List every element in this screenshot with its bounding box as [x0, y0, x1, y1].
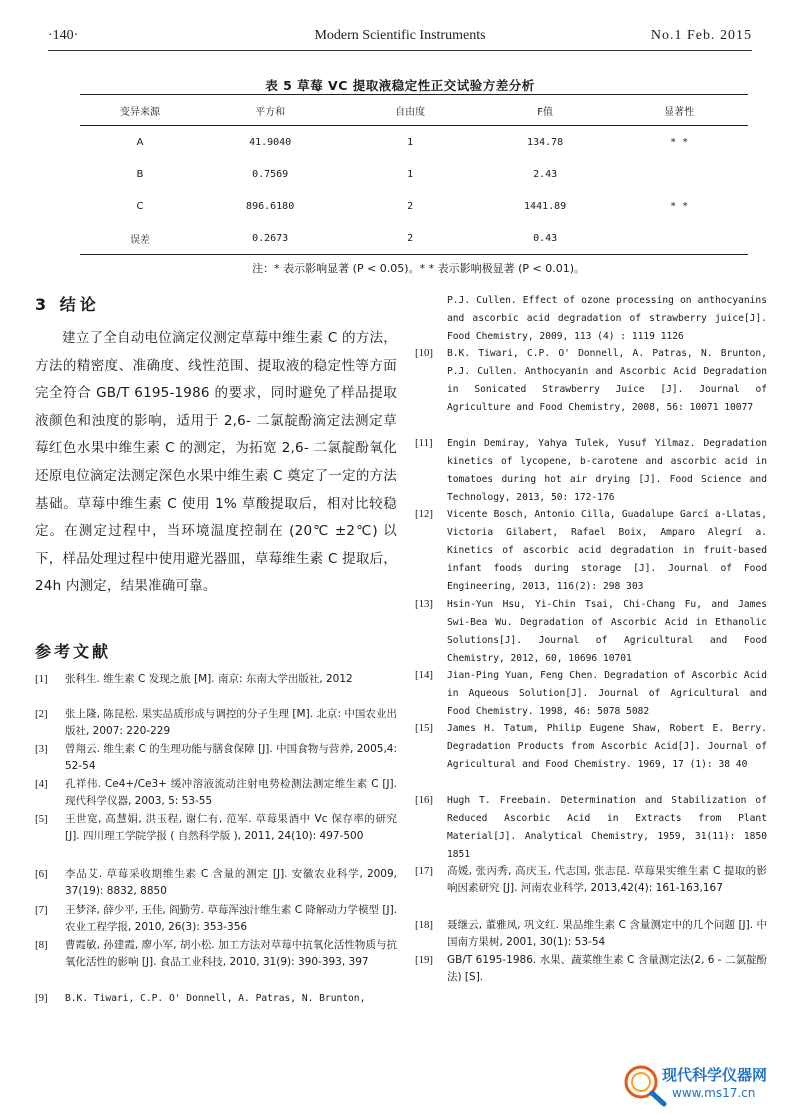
reference-number: [11]	[415, 437, 433, 449]
table-cell: 2	[407, 200, 414, 212]
reference-item	[415, 720, 767, 774]
table-cell: A	[136, 136, 144, 148]
anova-table	[80, 94, 748, 255]
reference-item	[415, 596, 767, 668]
reference-number: [18]	[415, 919, 433, 931]
reference-number: [7]	[35, 904, 48, 916]
reference-item	[35, 866, 397, 901]
table-header-row	[80, 95, 748, 126]
reference-item	[415, 506, 767, 596]
reference-number: [13]	[415, 598, 433, 610]
reference-item	[35, 776, 397, 811]
reference-item	[415, 863, 767, 898]
running-header	[48, 28, 752, 46]
reference-item	[415, 345, 767, 417]
table-cell: 0.2673	[200, 222, 340, 255]
reference-text: 王梦泽, 薛少平, 王佳, 阎勤劳. 草莓浑浊汁维生素 C 降解动力学模型 [J]. 农业工程学报, 2010, 26(3): 353-356	[65, 904, 397, 934]
reference-text: 李品艾. 草莓采收期维生素 C 含量的测定 [J]. 安徽农业科学, 2009, 37(19): 8832, 8850	[65, 868, 397, 898]
table-cell: B	[136, 168, 144, 180]
reference-item	[35, 706, 397, 741]
reference-item	[35, 937, 397, 972]
section-title: 3 结论	[35, 295, 100, 314]
table-cell: 1	[407, 168, 414, 180]
reference-number: [10]	[415, 347, 433, 359]
table-cell: * *	[670, 136, 689, 148]
reference-number: [17]	[415, 865, 433, 877]
table-row	[80, 126, 748, 159]
reference-number: [5]	[35, 813, 48, 825]
reference-text: 王世宽, 高慧娟, 洪玉程, 谢仁有, 范军. 草莓果酒中 Vc 保存率的研究 [J]. 四川理工学院学报 ( 自然科学版 ), 2011, 24(10): 497-500	[65, 813, 397, 843]
reference-number: [15]	[415, 722, 433, 734]
table-cell: 1441.89	[524, 200, 567, 212]
reference-item	[415, 792, 767, 864]
table-cell: 2.43	[533, 168, 558, 180]
reference-number: [6]	[35, 868, 48, 880]
reference-text: GB/T 6195-1986. 水果、蔬菜维生素 C 含量测定法(2, 6 - 二氯靛酚法) [S].	[447, 954, 767, 984]
reference-text: Hsin-Yun Hsu, Yi-Chin Tsai, Chi-Chang Fu, and James Swi-Bea Wu. Degradation of Ascorbic Acid in Ethanolic Solutions[J]. Journal of Agricultural and Food Chemistry, 2012, 60, 10696 10701	[447, 599, 767, 664]
header-rule	[48, 50, 752, 51]
table-cell: 0.43	[480, 222, 610, 255]
table-caption: 表 5 草莓 VC 提取液稳定性正交试验方差分析	[265, 78, 535, 93]
table-row	[80, 222, 748, 255]
reference-number: [9]	[35, 992, 48, 1004]
site-url: www.ms17.cn	[672, 1086, 756, 1100]
reference-item	[35, 741, 397, 776]
column-header: 自由度	[340, 95, 480, 126]
reference-text: 曹霞敏, 孙建霞, 廖小军, 胡小松. 加工方法对草莓中抗氧化活性物质与抗氧化活性的影响 [J]. 食品工业科技, 2010, 31(9): 390-393, 397	[65, 939, 397, 969]
reference-number: [1]	[35, 673, 48, 685]
reference-number: [2]	[35, 708, 48, 720]
site-watermark	[622, 1058, 792, 1108]
table-cell: 0.7569	[252, 168, 289, 180]
reference-item	[35, 990, 397, 1008]
reference-number: [4]	[35, 778, 48, 790]
reference-item	[415, 952, 767, 987]
table-cell: * *	[670, 200, 689, 212]
table-cell: 1	[407, 136, 414, 148]
page-number: ·140·	[48, 28, 79, 43]
reference-item	[35, 671, 397, 688]
reference-text: Jian-Ping Yuan, Feng Chen. Degradation of Ascorbic Acid in Aqueous Solution[J]. Journal of Agricultural and Food Chemistry. 1998, 46: 5078 5082	[447, 670, 767, 717]
column-header: 显著性	[610, 95, 748, 126]
reference-number: [8]	[35, 939, 48, 951]
reference-text: James H. Tatum, Philip Eugene Shaw, Robert E. Berry. Degradation Products from Ascorbic Acid[J]. Journal of Agricultural and Food Chemistry. 1969, 17 (1): 38 40	[447, 723, 767, 770]
reference-text: Hugh T. Freebain. Determination and Stabilization of Reduced Ascorbic Acid in Extracts from Plant Material[J]. Analytical Chemistry, 1959, 31(11): 1850 1851	[447, 795, 767, 860]
journal-name: Modern Scientific Instruments	[314, 28, 486, 43]
reference-text: 张上隆, 陈昆松. 果实品质形成与调控的分子生理 [M]. 北京: 中国农业出版社, 2007: 220-229	[65, 708, 397, 738]
reference-text: 孔祥伟. Ce4+/Ce3+ 缓冲溶液流动注射电势检测法测定维生素 C [J]. 现代科学仪器, 2003, 5: 53-55	[65, 778, 397, 808]
references-title: 参考文献	[35, 642, 112, 661]
issue-info: No.1 Feb. 2015	[650, 28, 752, 43]
table-row	[80, 190, 748, 222]
conclusion-paragraph: 建立了全自动电位滴定仪测定草莓中维生素 C 的方法，方法的精密度、准确度、线性范围、提取液的稳定性等方面完全符合 GB/T 6195-1986 的要求，同时避免了样品提取液颜色和浊度的影响，适用于 2,6- 二氯靛酚滴定法测定草莓红色水果中维生素 C 的测定，为拓宽 2,6- 二氯靛酚氧化还原电位滴定法测定深色水果中维生素 C 奠定了一定的方法基础。草莓中维生素 C 使用 1% 草酸提取后，相对比较稳定。在测定过程中，当环境温度控制在 (20℃ ±2℃) 以下，样品处理过程中使用避光器皿，草莓维生素 C 提取后，24h 内测定，结果准确可靠。	[35, 330, 397, 595]
table-cell: 896.6180	[246, 200, 295, 212]
column-header: F值	[480, 95, 610, 126]
reference-item	[415, 667, 767, 721]
table-cell: 误差	[80, 222, 200, 255]
table-cell: C	[136, 200, 144, 212]
reference-number: [16]	[415, 794, 433, 806]
reference-item	[35, 902, 397, 937]
reference-item	[415, 435, 767, 507]
reference-text: B.K. Tiwari, C.P. O' Donnell, A. Patras, N. Brunton,	[65, 993, 366, 1004]
reference-item	[415, 917, 767, 952]
column-header: 变异来源	[80, 95, 200, 126]
table-cell: 2	[340, 222, 480, 255]
reference-text: Vicente Bosch, Antonio Cilla, Guadalupe Garcí a-Llatas, Victoria Gilabert, Rafael Boix, Amparo Alegrí a. Kinetics of ascorbic acid degradation in fruit-based infant foods during storage [J]. Journal of Food Engineering, 2013, 116(2): 298 303	[447, 509, 767, 592]
reference-item	[35, 811, 397, 846]
table-row	[80, 158, 748, 190]
reference-text: B.K. Tiwari, C.P. O' Donnell, A. Patras, N. Brunton, P.J. Cullen. Anthocyanin and Ascorbic Acid Degradation in Sonicated Strawberry Juice [J]. Journal of Agriculture and Food Chemistry, 2008, 56: 10071 10077	[447, 348, 767, 413]
table-cell	[610, 158, 748, 190]
table-cell: 134.78	[527, 136, 564, 148]
conclusion-body	[35, 325, 397, 601]
table-note: 注：* 表示影响显著 (P < 0.05)。* * 表示影响极显著 (P < 0.01)。	[252, 262, 585, 275]
table-cell	[610, 222, 748, 255]
reference-text: 张科生. 维生素 C 发现之旅 [M]. 南京: 东南大学出版社, 2012	[65, 673, 353, 685]
reference-number: [14]	[415, 669, 433, 681]
reference-text: Engin Demiray, Yahya Tulek, Yusuf Yilmaz. Degradation kinetics of lycopene, b-carotene and ascorbic acid in tomatoes during hot air drying [J]. Food Science and Technology, 2013, 50: 172-176	[447, 438, 767, 503]
reference-continuation: P.J. Cullen. Effect of ozone processing on anthocyanins and ascorbic acid degradation of strawberry juice[J]. Food Chemistry, 2009, 113 (4) : 1119 1126	[447, 295, 767, 342]
reference-number: [12]	[415, 508, 433, 520]
reference-number: [3]	[35, 743, 48, 755]
site-name: 现代科学仪器网	[662, 1066, 768, 1084]
reference-text: 曾翔云. 维生素 C 的生理功能与膳食保障 [J]. 中国食物与营养, 2005,4: 52-54	[65, 743, 397, 773]
column-header: 平方和	[200, 95, 340, 126]
reference-text: 聂继云, 董雅凤, 巩文红. 果品维生素 C 含量测定中的几个问题 [J]. 中国南方果树, 2001, 30(1): 53-54	[447, 919, 767, 949]
reference-number: [19]	[415, 954, 433, 966]
table-cell: 41.9040	[249, 136, 292, 148]
reference-text: 高媛, 张丙秀, 高庆玉, 代志国, 张志昆. 草莓果实维生素 C 提取的影响因素研究 [J]. 河南农业科学, 2013,42(4): 161-163,167	[447, 865, 767, 895]
